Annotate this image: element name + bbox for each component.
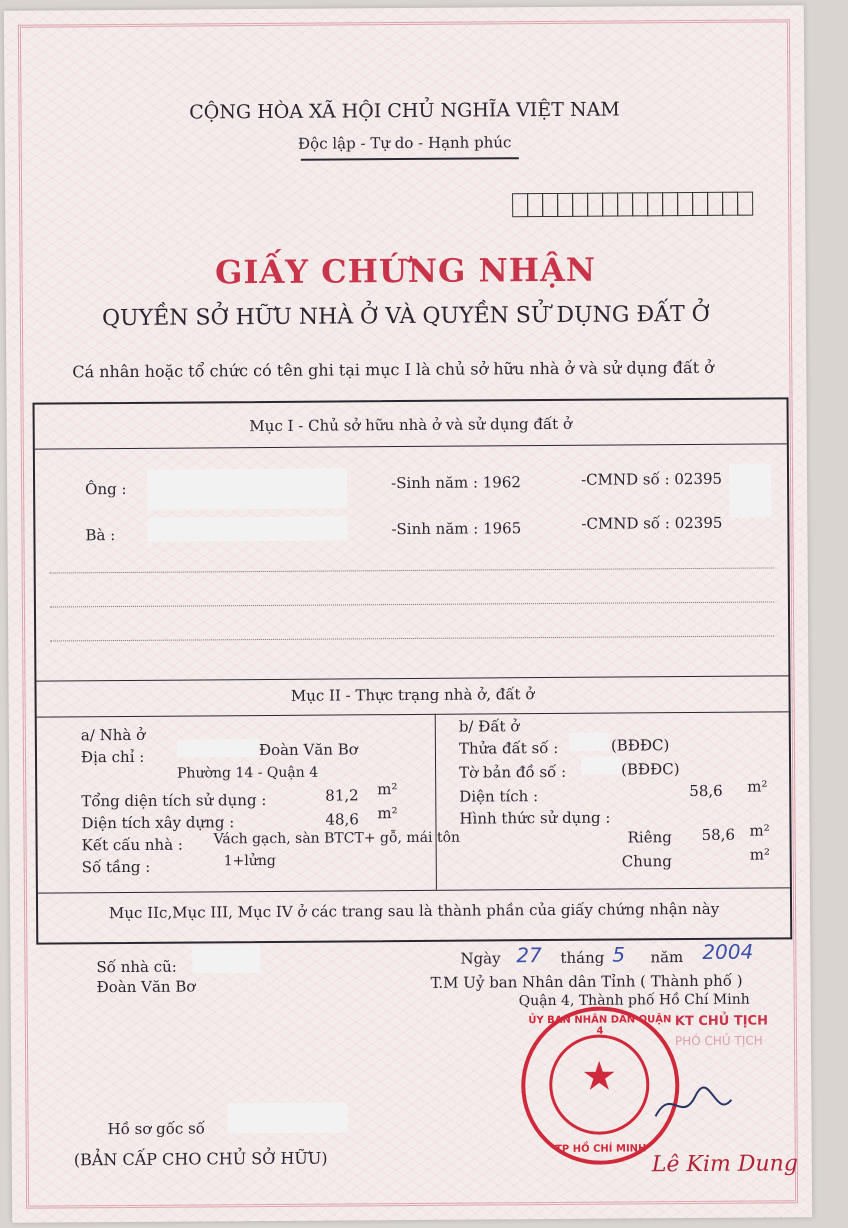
sign-title-2: PHÓ CHỦ TỊCH <box>674 1033 763 1049</box>
owner1-prefix: Ông : <box>85 479 127 499</box>
owner2-prefix: Bà : <box>85 526 116 545</box>
section2-heading: Mục II - Thực trạng nhà ở, đất ở <box>290 685 535 705</box>
address-street: Đoàn Văn Bơ <box>258 740 358 760</box>
area-unit: m² <box>749 845 771 864</box>
old-address-label: Số nhà cũ: <box>96 957 177 977</box>
signer-name: Lê Kim Dung <box>651 1151 798 1178</box>
parcel-suffix: (BĐĐC) <box>610 736 670 755</box>
divider <box>37 711 789 717</box>
dotted-line <box>50 635 774 641</box>
built-area-value: 48,6 <box>325 810 359 829</box>
owner1-id: -CMND số : 02395 <box>581 469 723 489</box>
parcel-label: Thửa đất số : <box>458 738 559 758</box>
seal-bottom-text: TP HỒ CHÍ MINH <box>555 1143 647 1155</box>
land-area-label: Diện tích : <box>459 787 539 806</box>
seal-top-text: ỦY BAN NHÂN DÂN QUẬN 4 <box>528 1014 672 1037</box>
redacted-name <box>147 516 347 541</box>
owner1-birth: -Sinh năm : 1962 <box>391 473 521 493</box>
date-year-label: năm <box>650 948 684 967</box>
old-address-street: Đoàn Văn Bơ <box>96 977 196 997</box>
dotted-line <box>50 601 774 607</box>
serial-number-boxes <box>513 192 753 218</box>
certificate-paper <box>4 5 812 1223</box>
owner2-id: -CMND số : 02395 <box>581 513 723 533</box>
total-area-label: Tổng diện tích sử dụng : <box>81 790 267 811</box>
area-unit: m² <box>377 780 398 799</box>
records-label: Hồ sơ gốc số <box>107 1119 206 1139</box>
shared-label: Chung <box>621 852 672 871</box>
authority-line2: Quận 4, Thành phố Hồ Chí Minh <box>518 991 750 1010</box>
floors-label: Số tầng : <box>81 857 151 877</box>
divider <box>38 887 790 893</box>
certificate-table <box>33 397 793 944</box>
section1-heading: Mục I - Chủ sở hữu nhà ở và sử dụng đất ở <box>249 414 573 436</box>
private-value: 58,6 <box>701 825 736 844</box>
column-divider <box>435 714 437 890</box>
redacted-old-number <box>192 945 260 973</box>
redacted-map-sheet <box>581 757 621 775</box>
area-unit: m² <box>749 821 770 840</box>
owner2-birth: -Sinh năm : 1965 <box>391 519 522 539</box>
star-icon: ★ <box>581 1053 618 1100</box>
land-area-value: 58,6 <box>689 781 723 801</box>
area-unit: m² <box>747 777 768 796</box>
country-heading: CỘNG HÒA XÃ HỘI CHỦ NGHĨA VIỆT NAM <box>189 98 620 124</box>
map-sheet-label: Tờ bản đồ số : <box>459 762 567 782</box>
divider <box>35 443 787 449</box>
authority-line1: T.M Uỷ ban Nhân dân Tỉnh ( Thành phố ) <box>430 971 743 992</box>
redacted-house-number <box>177 739 259 758</box>
copy-note: (BẢN CẤP CHO CHỦ SỞ HỮU) <box>73 1148 328 1170</box>
date-day-label: Ngày <box>460 949 501 968</box>
address-label: Địa chỉ : <box>80 747 145 767</box>
floors-value: 1+lửng <box>223 852 276 870</box>
private-label: Riêng <box>627 828 672 847</box>
certificate-subtitle: QUYỀN SỞ HỮU NHÀ Ở VÀ QUYỀN SỬ DỤNG ĐẤT Ở <box>101 301 710 332</box>
date-day: 27 <box>516 943 542 968</box>
signature-scribble <box>651 1080 735 1131</box>
built-area-label: Diện tích xây dựng : <box>81 813 235 833</box>
redacted-parcel <box>569 733 609 751</box>
redacted-id <box>729 463 771 517</box>
divider <box>36 675 788 681</box>
motto: Độc lập - Tự do - Hạnh phúc <box>297 133 512 153</box>
intro-text: Cá nhân hoặc tổ chức có tên ghi tại mục I là chủ sở hữu nhà ở và sử dụng đất ở <box>72 357 714 382</box>
total-area-value: 81,2 <box>325 786 359 805</box>
seal-inner-ring <box>549 1034 650 1135</box>
map-sheet-suffix: (BĐĐC) <box>621 760 680 779</box>
land-title: b/ Đất ở <box>458 717 520 736</box>
dotted-line <box>50 567 774 573</box>
date-month-label: tháng <box>560 948 605 967</box>
sign-title-1: KT CHỦ TỊCH <box>674 1013 769 1030</box>
address-ward: Phường 14 - Quận 4 <box>177 764 319 782</box>
certificate-title: GIẤY CHỨNG NHẬN <box>214 250 597 292</box>
footer-note: Mục IIc,Mục III, Mục IV ở các trang sau là thành phần của giấy chứng nhận này <box>108 899 720 923</box>
redacted-record-number <box>227 1102 347 1133</box>
house-title: a/ Nhà ở <box>80 725 146 745</box>
structure-value: Vách gạch, sàn BTCT+ gỗ, mái tôn <box>213 829 461 848</box>
structure-label: Kết cấu nhà : <box>81 835 184 855</box>
date-year: 2004 <box>702 939 754 964</box>
usage-label: Hình thức sử dụng : <box>459 808 611 828</box>
date-month: 5 <box>612 942 626 967</box>
redacted-name <box>147 468 347 509</box>
area-unit: m² <box>377 804 398 823</box>
